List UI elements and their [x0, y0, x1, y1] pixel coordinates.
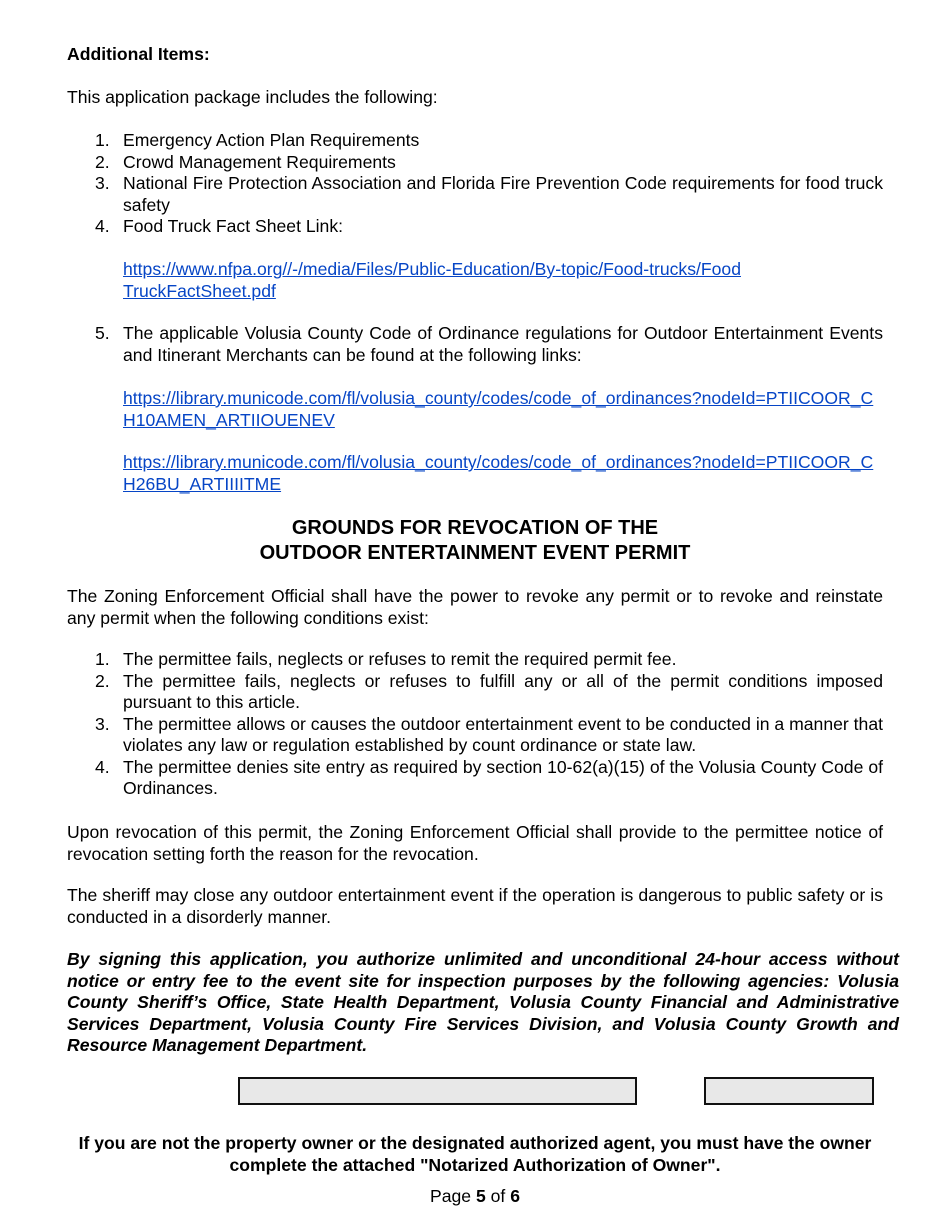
additional-items-intro: This application package includes the following: [67, 87, 438, 107]
additional-items-heading: Additional Items: [67, 44, 210, 64]
ordinance-link-itinerant-merchants[interactable]: https://library.municode.com/fl/volusia_county/codes/code_of_ordinances?nodeId=PTIICOOR_CH26BU_ARTIIIITME [123, 452, 874, 494]
revocation-title-line2: OUTDOOR ENTERTAINMENT EVENT PERMIT [259, 542, 691, 564]
list-item: 2. The permittee fails, neglects or refuses to fulfill any or all of the permit conditions imposed pursuant to this article. [95, 670, 883, 712]
food-truck-fact-sheet-link[interactable]: https://www.nfpa.org//-/media/Files/Public-Education/By-topic/Food-trucks/FoodTruckFactSheet.pdf [123, 259, 741, 301]
list-item: 1. The permittee fails, neglects or refuses to remit the required permit fee. [95, 649, 677, 669]
additional-items-list [67, 130, 883, 238]
signature-date-field[interactable] [704, 1077, 874, 1105]
ordinance-link-outdoor-entertainment[interactable]: https://library.municode.com/fl/volusia_county/codes/code_of_ordinances?nodeId=PTIICOOR_CH10AMEN_ARTIIOUENEV [123, 388, 874, 430]
owner-authorization-notice: If you are not the property owner or the designated authorized agent, you must have the owner complete the attached "Notarized Authorization of Owner". [78, 1133, 872, 1175]
ordinance-link-block-1 [123, 388, 883, 431]
list-item: 3. National Fire Protection Association and Florida Fire Prevention Code requirements for food truck safety [95, 173, 883, 215]
applicant-signature-field[interactable] [238, 1077, 637, 1105]
ordinance-list [67, 323, 883, 366]
list-item: 4. The permittee denies site entry as required by section 10-62(a)(15) of the Volusia County Code of Ordinances. [95, 756, 883, 798]
food-truck-link-block [123, 259, 743, 302]
revocation-title [67, 516, 883, 566]
revocation-conditions-list [67, 649, 883, 800]
page-number: Page 5 of 6 [429, 1186, 521, 1206]
revocation-title-line1: GROUNDS FOR REVOCATION OF THE [291, 517, 659, 539]
sheriff-paragraph: The sheriff may close any outdoor entertainment event if the operation is dangerous to public safety or is conducted in a disorderly manner. [67, 885, 883, 927]
list-item: 4. Food Truck Fact Sheet Link: [95, 216, 344, 236]
authorization-statement: By signing this application, you authorize unlimited and unconditional 24-hour access without notice or entry fee to the event site for inspection purposes by the following agencies: Volusia County Sheriff’s Office, State Health Department, Volusia County Financial and Administrative Services Department, Volusia County Fire Services Division, and Volusia County Growth and Resource Management Department. [67, 949, 899, 1055]
list-item: 1. Emergency Action Plan Requirements [95, 130, 420, 150]
revocation-intro: The Zoning Enforcement Official shall have the power to revoke any permit or to revoke and reinstate any permit when the following conditions exist: [67, 586, 883, 628]
list-item: 5. The applicable Volusia County Code of Ordinance regulations for Outdoor Entertainment Events and Itinerant Merchants can be found at the following links: [95, 323, 883, 365]
list-item: 2. Crowd Management Requirements [95, 151, 396, 172]
revocation-notice-paragraph: Upon revocation of this permit, the Zoning Enforcement Official shall provide to the permittee notice of revocation setting forth the reason for the revocation. [67, 822, 883, 864]
list-item: 3. The permittee allows or causes the outdoor entertainment event to be conducted in a manner that violates any law or regulation established by count ordinance or state law. [95, 713, 883, 755]
ordinance-link-block-2 [123, 452, 883, 495]
